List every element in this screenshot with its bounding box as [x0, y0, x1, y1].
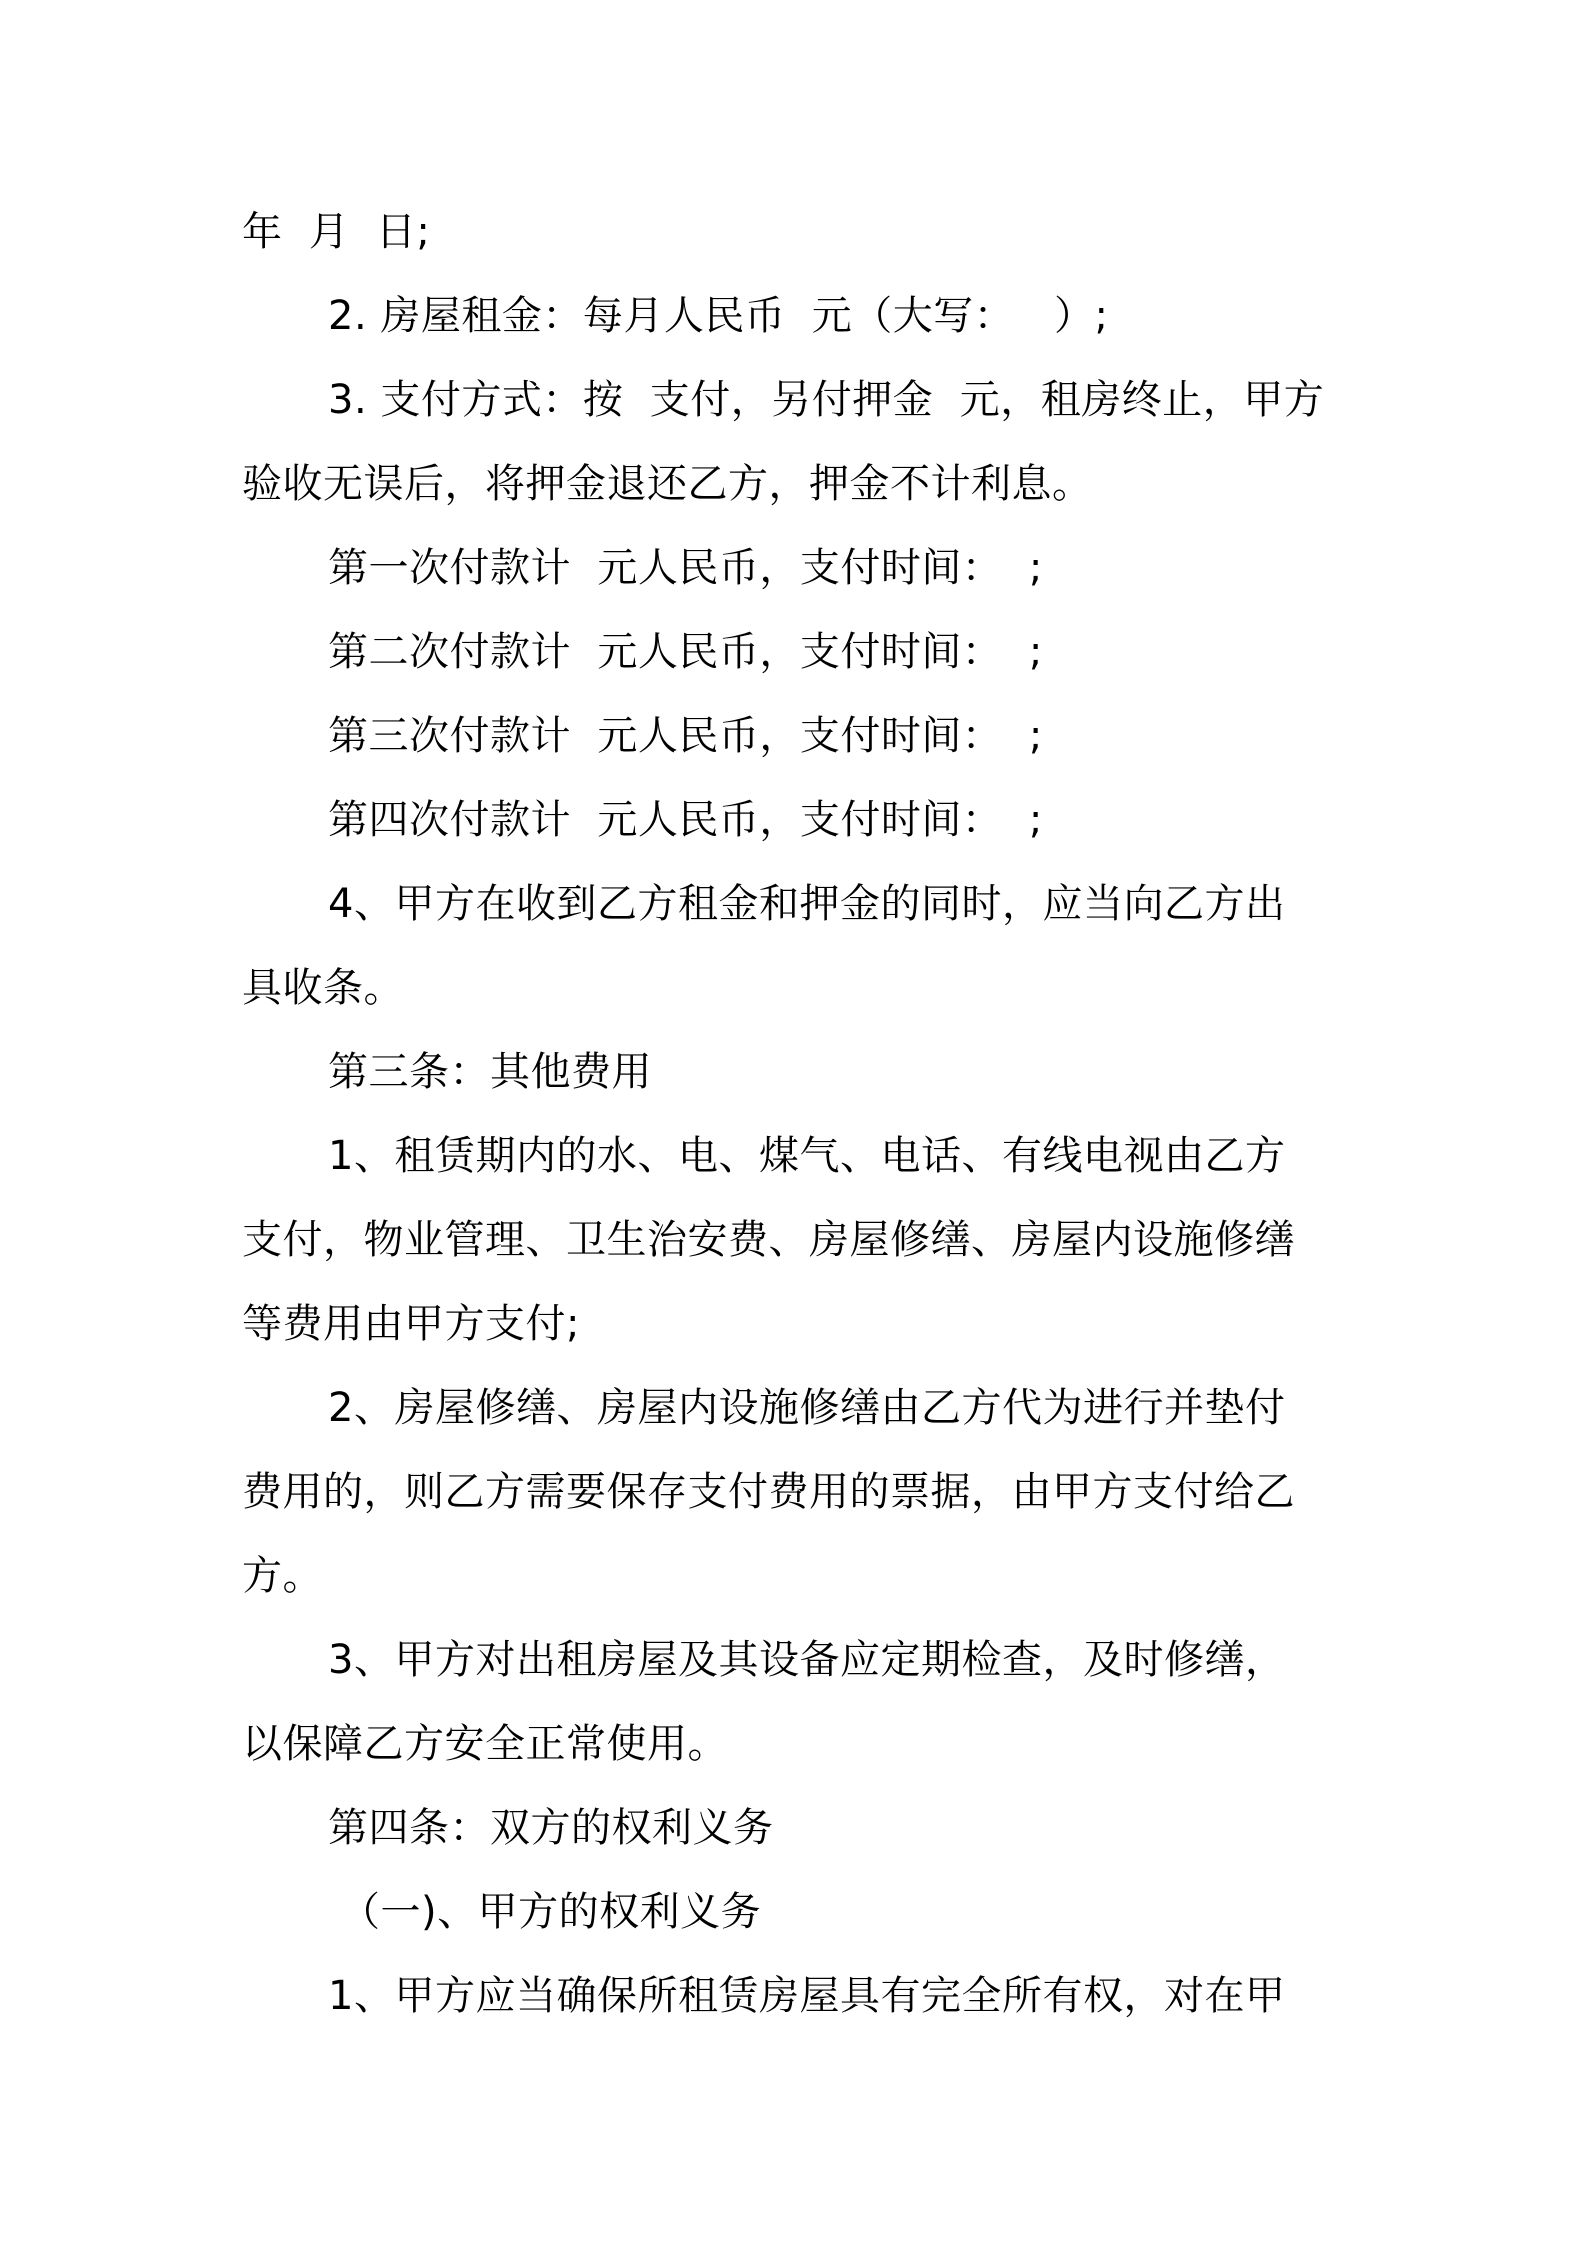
fourth-payment-line: 第四次付款计 元人民币，支付时间： ; — [328, 797, 1043, 843]
ownership-clause: 1、甲方应当确保所租赁房屋具有完全所有权，对在甲 — [328, 1973, 1286, 2019]
utilities-clause-cont-1: 支付，物业管理、卫生治安费、房屋修缮、房屋内设施修缮 — [242, 1217, 1295, 1263]
rent-clause: 2. 房屋租金：每月人民币 元（大写： ）; — [328, 293, 1109, 339]
second-payment-line: 第二次付款计 元人民币，支付时间： ; — [328, 629, 1043, 675]
article-three-heading: 第三条：其他费用 — [328, 1049, 652, 1095]
inspection-clause: 3、甲方对出租房屋及其设备应定期检查，及时修缮， — [328, 1637, 1286, 1683]
article-four-heading: 第四条：双方的权利义务 — [328, 1805, 774, 1851]
repair-clause-cont-1: 费用的，则乙方需要保存支付费用的票据，由甲方支付给乙 — [242, 1469, 1295, 1515]
utilities-clause-cont-2: 等费用由甲方支付; — [242, 1301, 580, 1347]
first-payment-line: 第一次付款计 元人民币，支付时间： ; — [328, 545, 1043, 591]
payment-method-clause: 3. 支付方式：按 支付，另付押金 元，租房终止，甲方 — [328, 377, 1325, 423]
third-payment-line: 第三次付款计 元人民币，支付时间： ; — [328, 713, 1043, 759]
utilities-clause: 1、租赁期内的水、电、煤气、电话、有线电视由乙方 — [328, 1133, 1286, 1179]
date-line: 年 月 日; — [242, 209, 431, 255]
inspection-clause-cont: 以保障乙方安全正常使用。 — [242, 1721, 728, 1767]
payment-method-clause-cont: 验收无误后，将押金退还乙方，押金不计利息。 — [242, 461, 1093, 507]
contract-body — [242, 190, 1352, 2038]
party-a-rights-heading: （一)、甲方的权利义务 — [340, 1889, 762, 1935]
repair-clause: 2、房屋修缮、房屋内设施修缮由乙方代为进行并垫付 — [328, 1385, 1286, 1431]
receipt-clause-cont: 具收条。 — [242, 965, 404, 1011]
repair-clause-cont-2: 方。 — [242, 1553, 323, 1599]
receipt-clause: 4、甲方在收到乙方租金和押金的同时，应当向乙方出 — [328, 881, 1286, 927]
